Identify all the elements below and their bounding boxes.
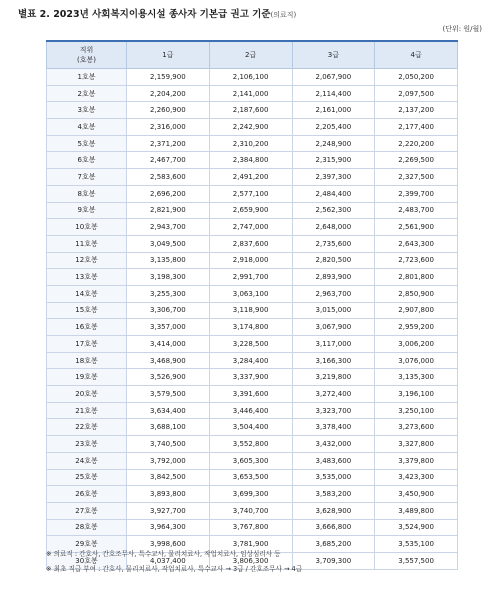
salary-cell: 3,579,500 [127, 386, 210, 403]
salary-cell: 3,414,000 [127, 336, 210, 353]
salary-cell: 3,605,300 [209, 452, 292, 469]
salary-cell: 3,634,400 [127, 402, 210, 419]
table-row [47, 152, 458, 169]
salary-cell: 2,187,600 [209, 102, 292, 119]
salary-cell: 3,076,000 [375, 352, 458, 369]
salary-cell: 2,384,800 [209, 152, 292, 169]
salary-cell: 3,423,300 [375, 469, 458, 486]
table-row [47, 452, 458, 469]
footnote: ※ 최초 직급 부여 : 간호사, 물리치료사, 작업치료사, 특수교사 → 3급 / 간호조무사 → 4급 [46, 565, 303, 573]
salary-cell: 3,446,400 [209, 402, 292, 419]
salary-cell: 3,653,500 [209, 469, 292, 486]
salary-cell: 2,114,400 [292, 85, 375, 102]
salary-cell: 3,685,200 [292, 536, 375, 553]
salary-cell: 3,450,900 [375, 486, 458, 503]
salary-cell: 3,284,400 [209, 352, 292, 369]
table-row [47, 302, 458, 319]
salary-cell: 3,628,900 [292, 502, 375, 519]
step-cell: 14호봉 [47, 285, 127, 302]
salary-table [46, 40, 458, 570]
salary-cell: 3,489,800 [375, 502, 458, 519]
step-cell: 7호봉 [47, 169, 127, 186]
step-cell: 5호봉 [47, 135, 127, 152]
salary-cell: 3,526,900 [127, 369, 210, 386]
salary-cell: 2,161,000 [292, 102, 375, 119]
salary-cell: 3,379,800 [375, 452, 458, 469]
salary-table-body [47, 69, 458, 570]
salary-cell: 3,740,500 [127, 436, 210, 453]
table-row [47, 252, 458, 269]
table-row [47, 119, 458, 136]
salary-cell: 2,050,200 [375, 69, 458, 86]
salary-cell: 3,118,900 [209, 302, 292, 319]
salary-cell: 3,557,500 [375, 552, 458, 569]
table-row [47, 386, 458, 403]
salary-cell: 2,137,200 [375, 102, 458, 119]
step-header-line1: 직위 [79, 46, 94, 54]
footnotes [46, 547, 302, 577]
table-row [47, 436, 458, 453]
salary-cell: 2,315,900 [292, 152, 375, 169]
step-cell: 10호봉 [47, 219, 127, 236]
salary-cell: 3,483,600 [292, 452, 375, 469]
salary-cell: 2,316,000 [127, 119, 210, 136]
table-row [47, 419, 458, 436]
table-row [47, 352, 458, 369]
salary-cell: 2,943,700 [127, 219, 210, 236]
salary-cell: 3,964,300 [127, 519, 210, 536]
salary-cell: 3,250,100 [375, 402, 458, 419]
table-row [47, 135, 458, 152]
table-row [47, 402, 458, 419]
step-cell: 20호봉 [47, 386, 127, 403]
salary-cell: 2,483,700 [375, 202, 458, 219]
salary-cell: 3,174,800 [209, 319, 292, 336]
salary-cell: 3,198,300 [127, 269, 210, 286]
step-cell: 3호봉 [47, 102, 127, 119]
salary-cell: 2,327,500 [375, 169, 458, 186]
grade-header: 4급 [375, 41, 458, 69]
table-row [47, 269, 458, 286]
salary-cell: 2,097,500 [375, 85, 458, 102]
salary-cell: 2,801,800 [375, 269, 458, 286]
salary-cell: 3,767,800 [209, 519, 292, 536]
table-row [47, 235, 458, 252]
salary-cell: 3,272,400 [292, 386, 375, 403]
salary-cell: 3,893,800 [127, 486, 210, 503]
salary-cell: 2,562,300 [292, 202, 375, 219]
salary-cell: 2,220,200 [375, 135, 458, 152]
salary-cell: 2,696,200 [127, 185, 210, 202]
table-row [47, 469, 458, 486]
step-cell: 25호봉 [47, 469, 127, 486]
table-row [47, 486, 458, 503]
salary-cell: 3,196,100 [375, 386, 458, 403]
step-cell: 22호봉 [47, 419, 127, 436]
table-row [47, 502, 458, 519]
salary-cell: 3,391,600 [209, 386, 292, 403]
salary-cell: 3,067,900 [292, 319, 375, 336]
step-cell: 18호봉 [47, 352, 127, 369]
salary-cell: 3,781,900 [209, 536, 292, 553]
salary-cell: 3,583,200 [292, 486, 375, 503]
salary-cell: 2,991,700 [209, 269, 292, 286]
salary-cell: 2,141,000 [209, 85, 292, 102]
table-row [47, 336, 458, 353]
salary-cell: 3,306,700 [127, 302, 210, 319]
step-cell: 15호봉 [47, 302, 127, 319]
document-title [18, 6, 296, 20]
salary-cell: 3,666,800 [292, 519, 375, 536]
salary-cell: 3,468,900 [127, 352, 210, 369]
salary-cell: 2,561,900 [375, 219, 458, 236]
salary-cell: 2,205,400 [292, 119, 375, 136]
salary-cell: 3,740,700 [209, 502, 292, 519]
salary-cell: 3,535,000 [292, 469, 375, 486]
step-cell: 17호봉 [47, 336, 127, 353]
footnote: ※ 의료직 : 간호사, 간호조무사, 특수교사, 물리치료사, 작업치료사, 임상심리사 등 [46, 550, 281, 558]
table-row [47, 369, 458, 386]
salary-cell: 2,723,600 [375, 252, 458, 269]
salary-cell: 3,806,300 [209, 552, 292, 569]
salary-cell: 3,432,000 [292, 436, 375, 453]
table-row [47, 85, 458, 102]
table-row [47, 185, 458, 202]
salary-cell: 3,337,900 [209, 369, 292, 386]
salary-cell: 2,106,100 [209, 69, 292, 86]
step-cell: 26호봉 [47, 486, 127, 503]
salary-cell: 3,699,300 [209, 486, 292, 503]
salary-cell: 3,552,800 [209, 436, 292, 453]
salary-cell: 2,963,700 [292, 285, 375, 302]
step-cell: 4호봉 [47, 119, 127, 136]
grade-header: 2급 [209, 41, 292, 69]
step-cell: 11호봉 [47, 235, 127, 252]
salary-cell: 3,535,100 [375, 536, 458, 553]
salary-cell: 3,504,400 [209, 419, 292, 436]
title-subtitle: (의료직) [270, 11, 297, 19]
salary-cell: 3,927,700 [127, 502, 210, 519]
table-row [47, 219, 458, 236]
salary-cell: 4,037,400 [127, 552, 210, 569]
salary-cell: 2,204,200 [127, 85, 210, 102]
step-cell: 12호봉 [47, 252, 127, 269]
salary-cell: 3,015,000 [292, 302, 375, 319]
salary-cell: 3,524,900 [375, 519, 458, 536]
salary-cell: 3,117,000 [292, 336, 375, 353]
salary-cell: 3,063,100 [209, 285, 292, 302]
salary-cell: 3,135,800 [127, 252, 210, 269]
salary-cell: 2,893,900 [292, 269, 375, 286]
salary-cell: 2,837,600 [209, 235, 292, 252]
table-row [47, 102, 458, 119]
salary-cell: 3,378,400 [292, 419, 375, 436]
salary-cell: 2,643,300 [375, 235, 458, 252]
salary-cell: 2,735,600 [292, 235, 375, 252]
step-cell: 23호봉 [47, 436, 127, 453]
salary-cell: 2,242,900 [209, 119, 292, 136]
salary-cell: 2,467,700 [127, 152, 210, 169]
step-cell: 13호봉 [47, 269, 127, 286]
table-row [47, 69, 458, 86]
table-row [47, 169, 458, 186]
salary-cell: 2,177,400 [375, 119, 458, 136]
step-cell: 28호봉 [47, 519, 127, 536]
step-header [47, 41, 127, 69]
salary-cell: 3,219,800 [292, 369, 375, 386]
salary-cell: 2,484,400 [292, 185, 375, 202]
salary-cell: 3,792,000 [127, 452, 210, 469]
salary-cell: 2,159,900 [127, 69, 210, 86]
salary-cell: 3,323,700 [292, 402, 375, 419]
step-cell: 19호봉 [47, 369, 127, 386]
step-cell: 6호봉 [47, 152, 127, 169]
table-header-row [47, 41, 458, 69]
salary-cell: 3,273,600 [375, 419, 458, 436]
salary-cell: 3,135,300 [375, 369, 458, 386]
salary-cell: 2,260,900 [127, 102, 210, 119]
salary-cell: 2,397,300 [292, 169, 375, 186]
salary-cell: 3,327,800 [375, 436, 458, 453]
title-main: 별표 2. 2023년 사회복지이용시설 종사자 기본급 권고 기준 [18, 9, 271, 20]
step-cell: 30호봉 [47, 552, 127, 569]
salary-cell: 2,310,200 [209, 135, 292, 152]
step-cell: 1호봉 [47, 69, 127, 86]
salary-cell: 2,659,900 [209, 202, 292, 219]
salary-cell: 2,067,900 [292, 69, 375, 86]
salary-cell: 3,842,500 [127, 469, 210, 486]
step-header-line2: (호봉) [77, 56, 96, 64]
salary-cell: 3,709,300 [292, 552, 375, 569]
salary-cell: 2,747,000 [209, 219, 292, 236]
salary-cell: 2,821,900 [127, 202, 210, 219]
salary-cell: 2,820,500 [292, 252, 375, 269]
step-cell: 2호봉 [47, 85, 127, 102]
salary-cell: 2,648,000 [292, 219, 375, 236]
table-row [47, 285, 458, 302]
salary-cell: 3,006,200 [375, 336, 458, 353]
salary-cell: 3,357,000 [127, 319, 210, 336]
salary-cell: 3,228,500 [209, 336, 292, 353]
step-cell: 21호봉 [47, 402, 127, 419]
salary-cell: 3,166,300 [292, 352, 375, 369]
salary-cell: 2,269,500 [375, 152, 458, 169]
step-cell: 16호봉 [47, 319, 127, 336]
table-row [47, 319, 458, 336]
salary-cell: 2,248,900 [292, 135, 375, 152]
salary-cell: 2,583,600 [127, 169, 210, 186]
salary-cell: 2,577,100 [209, 185, 292, 202]
step-cell: 29호봉 [47, 536, 127, 553]
salary-cell: 2,907,800 [375, 302, 458, 319]
table-row [47, 202, 458, 219]
salary-cell: 2,918,000 [209, 252, 292, 269]
salary-cell: 2,959,200 [375, 319, 458, 336]
salary-cell: 3,049,500 [127, 235, 210, 252]
salary-cell: 2,371,200 [127, 135, 210, 152]
step-cell: 27호봉 [47, 502, 127, 519]
salary-cell: 3,255,300 [127, 285, 210, 302]
salary-cell: 3,998,600 [127, 536, 210, 553]
table-row [47, 519, 458, 536]
salary-cell: 3,688,100 [127, 419, 210, 436]
unit-label: (단위: 원/월) [442, 25, 482, 33]
salary-cell: 2,491,200 [209, 169, 292, 186]
salary-cell: 2,399,700 [375, 185, 458, 202]
grade-header: 3급 [292, 41, 375, 69]
step-cell: 9호봉 [47, 202, 127, 219]
step-cell: 8호봉 [47, 185, 127, 202]
salary-cell: 2,850,900 [375, 285, 458, 302]
grade-header: 1급 [127, 41, 210, 69]
step-cell: 24호봉 [47, 452, 127, 469]
